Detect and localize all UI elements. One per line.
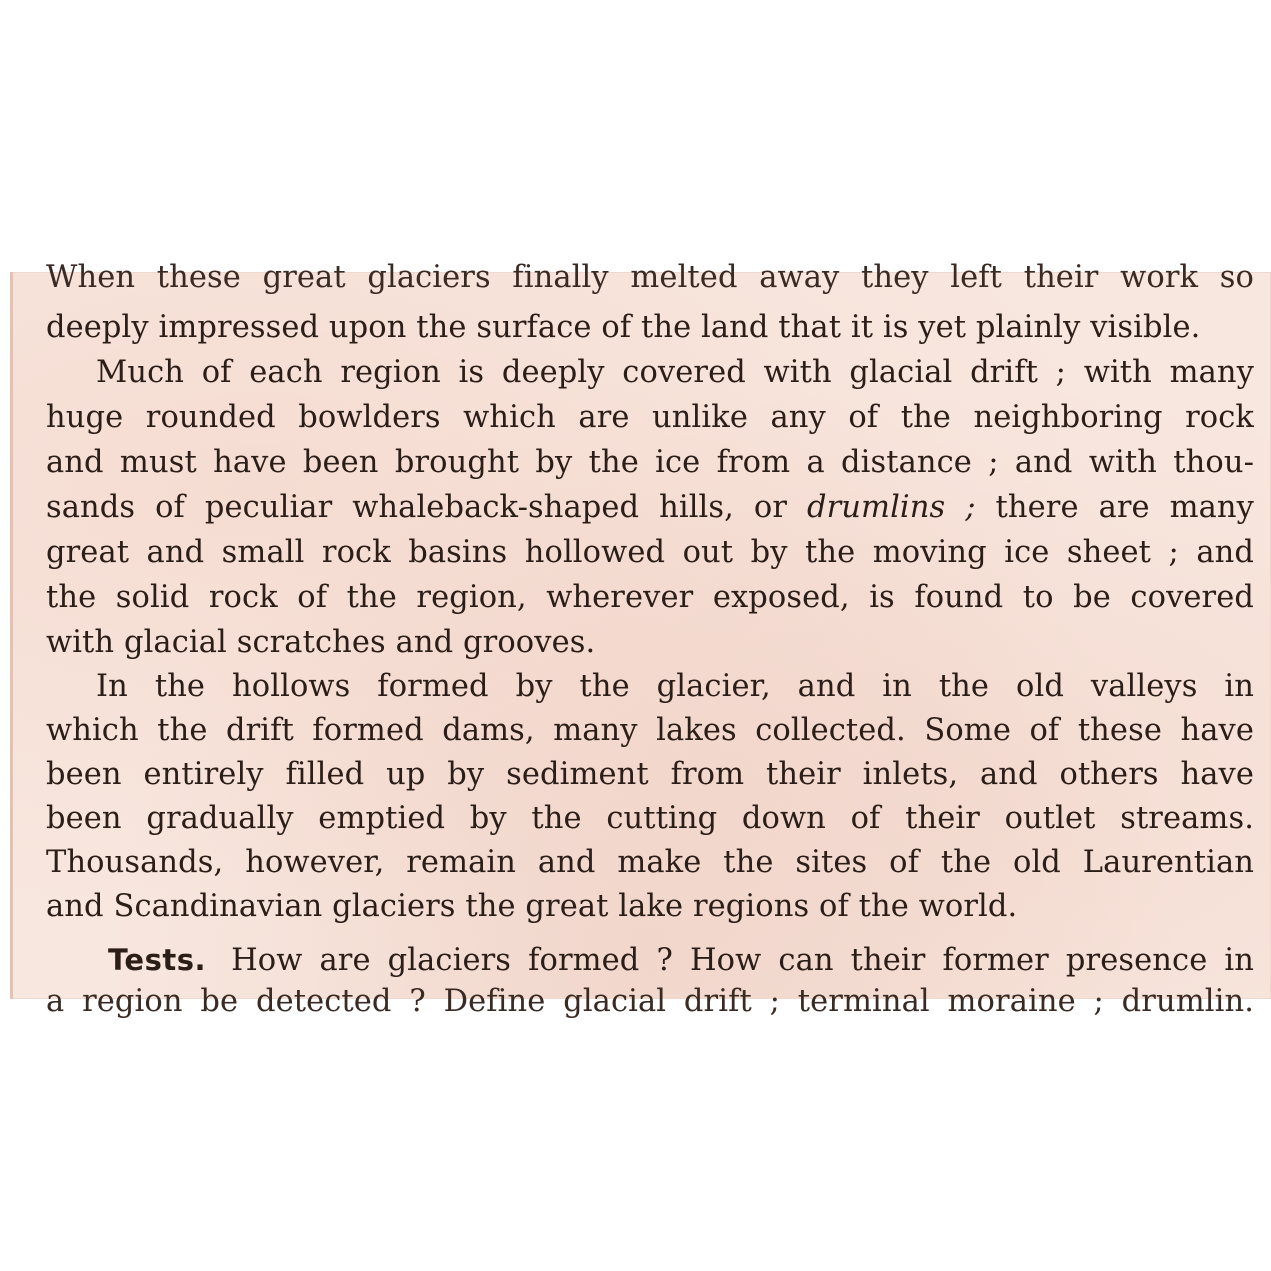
paragraph-2-line-4: [46, 490, 1254, 526]
paragraph-3-line-4: been gradually emptied by the cutting down of their outlet streams.: [46, 801, 1254, 836]
paragraph-2-line-6: the solid rock of the region, wherever exposed, is found to be covered: [46, 580, 1254, 615]
paragraph-2-line-2: huge rounded bowlders which are unlike any of the neighboring rock: [46, 400, 1254, 435]
line-4-tail: there are many: [995, 490, 1255, 525]
paragraph-3-line-1: In the hollows formed by the glacier, and in the old valleys in: [96, 669, 1254, 704]
tests-label: Tests.: [108, 943, 207, 977]
partial-bottom-line: a region be detected ? Define glacial drift ; terminal moraine ; drumlin.: [46, 984, 1254, 1019]
paragraph-3-line-2: which the drift formed dams, many lakes collected. Some of these have: [46, 713, 1254, 748]
drumlins-term: drumlins ;: [807, 490, 976, 525]
paragraph-3-line-6: and Scandinavian glaciers the great lake regions of the world.: [46, 889, 1018, 924]
paragraph-3-line-3: been entirely filled up by sediment from their inlets, and others have: [46, 757, 1254, 792]
newspaper-clipping: [10, 260, 1271, 1019]
paragraph-2-line-1: Much of each region is deeply covered with glacial drift ; with many: [96, 355, 1254, 390]
paragraph-2-line-3: and must have been brought by the ice from a distance ; and with thou-: [46, 445, 1254, 480]
paragraph-3-line-5: Thousands, however, remain and make the sites of the old Laurentian: [46, 845, 1254, 880]
line-4-text: sands of peculiar whaleback-shaped hills, or: [46, 490, 788, 525]
tests-question: How are glaciers formed ? How can their former presence in: [231, 943, 1254, 978]
paragraph-1-line-1: deeply impressed upon the surface of the land that it is yet plainly visible.: [46, 310, 1201, 345]
partial-top-line: When these great glaciers finally melted away they left their work so: [46, 260, 1254, 295]
clipping-edge: [10, 272, 13, 999]
paragraph-2-line-5: great and small rock basins hollowed out by the moving ice sheet ; and: [46, 535, 1254, 570]
paragraph-2-line-7: with glacial scratches and grooves.: [46, 625, 596, 660]
tests-line: [108, 942, 1254, 979]
